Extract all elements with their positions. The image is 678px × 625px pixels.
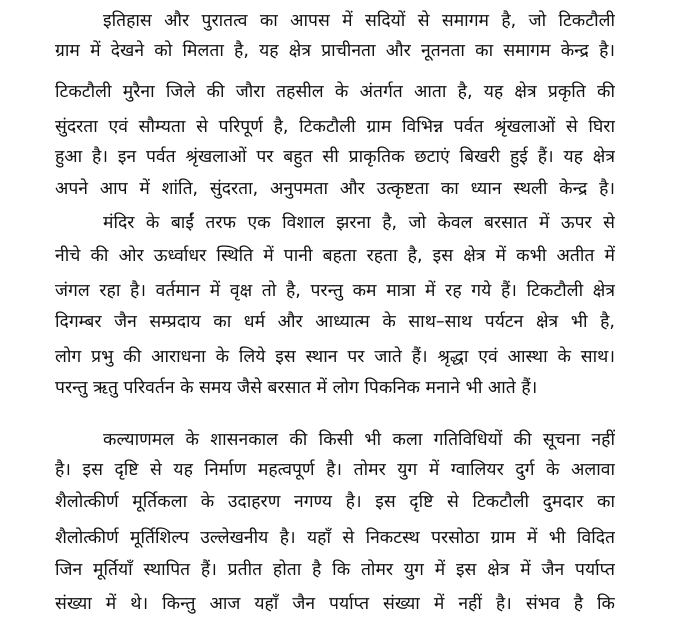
paragraph-3-line-5: जिन मूर्तियाँ स्थापित हैं। प्रतीत होता है कि तोमर युग में इस क्षेत्र में जैन पर्याप्त [55,560,615,580]
paragraph-2-line-3: जंगल रहा है। वर्तमान में वृक्ष तो है, परन्तु कम मात्रा में रह गये हैं। टिकटौली क्षेत्र [55,281,615,301]
paragraph-2-line-4: दिगम्बर जैन सम्प्रदाय का धर्म और आध्यात्म के साथ–साथ पर्यटन क्षेत्र भी है, [55,312,615,332]
paragraph-1-line-5: हुआ है। इन पर्वत श्रृंखलाओं पर बहुत सी प्राकृतिक छटाएं बिखरी हुई हैं। यह क्षेत्र [55,147,615,167]
paragraph-1-line-1: इतिहास और पुरातत्व का आपस में सदियों से समागम है, जो टिकटौली [103,11,615,31]
paragraph-1-line-3: टिकटौली मुरैना जिले की जौरा तहसील के अंतर्गत आता है, यह क्षेत्र प्रकृति की [55,82,615,102]
paragraph-3-line-2: है। इस दृष्टि से यह निर्माण महत्वपूर्ण है। तोमर युग में ग्वालियर दुर्ग के अलावा [55,460,615,480]
paragraph-1-line-6: अपने आप में शांति, सुंदरता, अनुपमता और उत्कृष्टता का ध्यान स्थली केन्द्र है। [55,179,615,199]
paragraph-2-line-2: नीचे की ओर ऊर्ध्वाधर स्थिति में पानी बहता रहता है, इस क्षेत्र में कभी अतीत में [55,246,615,266]
paragraph-1-line-4: सुंदरता एवं सौम्यता से परिपूर्ण है, टिकटौली ग्राम विभिन्न पर्वत श्रृंखलाओं से घिरा [55,117,615,137]
paragraph-2-line-1: मंदिर के बाईं तरफ एक विशाल झरना है, जो केवल बरसात में ऊपर से [103,213,615,233]
paragraph-3-line-1: कल्याणमल के शासनकाल की किसी भी कला गतिविधियों की सूचना नहीं [103,430,615,450]
paragraph-1-line-2: ग्राम में देखने को मिलता है, यह क्षेत्र प्राचीनता और नूतनता का समागम केन्द्र है। [55,41,615,61]
paragraph-3-line-3: शैलोत्कीर्ण मूर्तिकला के उदाहरण नगण्य है। इस दृष्टि से टिकटौली दुमदार का [55,492,615,512]
paragraph-3-line-4: शैलोत्कीर्ण मूर्तिशिल्प उल्लेखनीय है। यहाँ से निकटस्थ परसोठा ग्राम में भी विदित [55,528,615,548]
paragraph-2-line-6: परन्तु ऋतु परिवर्तन के समय जैसे बरसात में लोग पिकनिक मनाने भी आते हैं। [55,378,538,398]
paragraph-2-line-5: लोग प्रभु की आराधना के लिये इस स्थान पर जाते हैं। श्रृद्धा एवं आस्था के साथ। [55,347,615,367]
paragraph-3-line-6: संख्या में थे। किन्तु आज यहाँ जैन पर्याप्त संख्या में नहीं है। संभव है कि [55,594,615,614]
